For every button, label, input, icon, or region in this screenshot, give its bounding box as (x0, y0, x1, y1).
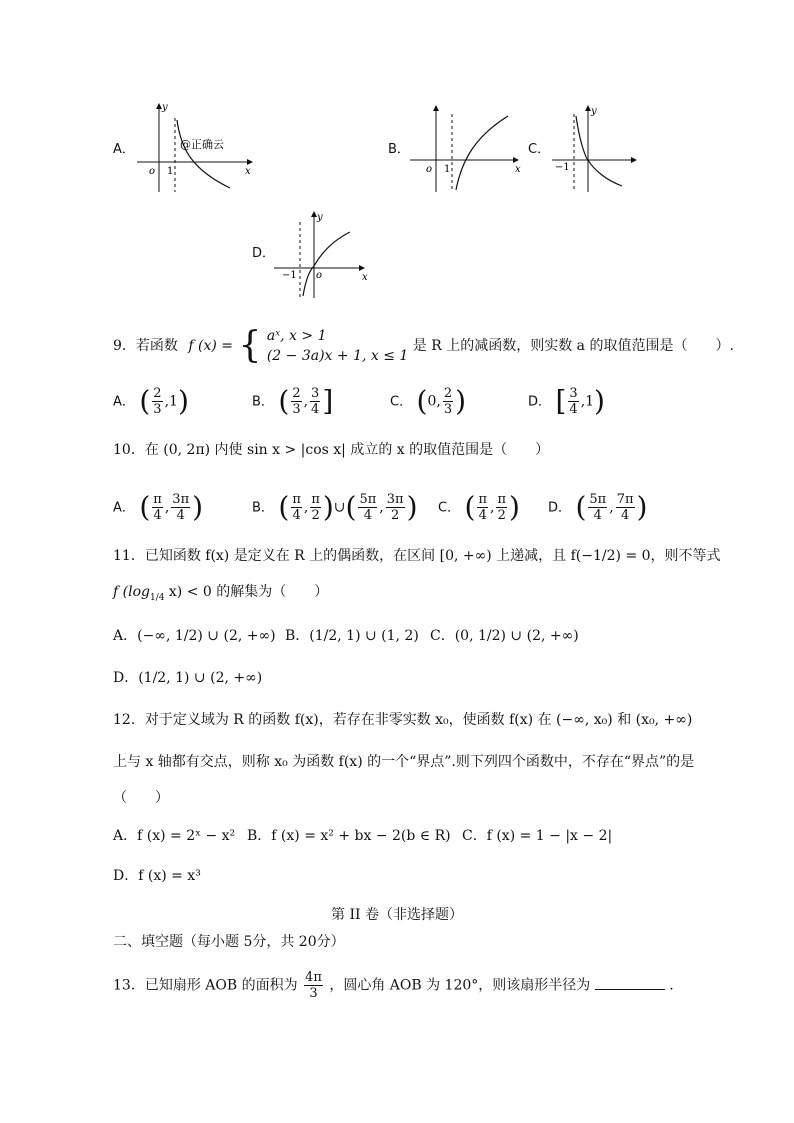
q10-option-c: C． ( $\frac{\pi}{4}$ , $\frac{\pi}{2}$ ) (438, 490, 520, 524)
origin-label: o (316, 270, 323, 281)
x-axis-label: x (362, 272, 368, 283)
q11-option-a: A．(−∞, 1/2) ∪ (2, +∞) (113, 628, 276, 644)
question-13: 13．已知扇形 AOB 的面积为 $\frac{4\pi}{3}$ ，圆心角 AOB 为 120°，则该扇形半径为 . (113, 970, 674, 1001)
answer-blank[interactable] (595, 975, 665, 990)
option-d-label: D． (252, 246, 276, 261)
tick-label: −1 (282, 270, 297, 281)
q9-option-a: A． ( $\frac{2}{3}$ ,1) (113, 384, 189, 418)
origin-label: o (426, 164, 433, 175)
origin-label: o (149, 166, 156, 177)
x-axis-label: x (245, 166, 251, 177)
y-axis-label: y (162, 102, 168, 113)
option-a-label: A． (113, 142, 135, 157)
option-c-label: C． (528, 142, 551, 157)
q10-option-d: D． ( $\frac{5\pi}{4}$ , $\frac{7\pi}{4}$ ) (548, 490, 648, 524)
q11-option-d: D．(1/2, 1) ∪ (2, +∞) (113, 670, 263, 686)
q12-option-c: C．f (x) = 1 − |x − 2| (462, 828, 613, 844)
question-12-line-2: 上与 x 轴都有交点，则称 x₀ 为函数 f(x) 的一个“界点”.则下列四个函数中，不存在“界点”的是 (113, 754, 695, 770)
part-title: 二、填空题（每小题 5分，共 20分） (113, 934, 345, 950)
q12-option-d: D．f (x) = x³ (113, 868, 201, 884)
question-9: 9．若函数 f (x) = { aˣ, x > 1 (2 − 3a)x + 1, x ≤ 1 是 R 上的减函数，则实数 a 的取值范围是（ ）. (113, 325, 734, 366)
question-12-line-3: （ ） (113, 790, 169, 806)
graph-b (408, 104, 526, 194)
q12-option-a: A．f (x) = 2ˣ − x² (113, 828, 236, 844)
graph-d (272, 210, 372, 300)
question-10: 10．在 (0, 2π) 内使 sin x > |cos x| 成立的 x 的取值范围是（ ） (113, 442, 550, 458)
q10-option-b: B． ( $\frac{\pi}{4}$ , $\frac{\pi}{2}$ )∪( $\frac{5\pi}{4}$ , $\frac{3\pi}{2}$ ) (252, 490, 418, 524)
graph-c (550, 104, 642, 194)
q10-option-a: A． ( $\frac{\pi}{4}$ , $\frac{3\pi}{4}$ ) (113, 490, 204, 524)
graph-a (135, 100, 260, 195)
option-b-label: B． (388, 142, 410, 157)
log-base: 1/4 (149, 592, 165, 603)
q9-case-1: aˣ, x > 1 (266, 328, 327, 344)
q9-stem-pre: 9．若函数 (113, 338, 178, 354)
volume-title: 第 II 卷（非选择题） (331, 907, 463, 923)
y-axis-label: y (591, 106, 597, 117)
q9-option-c: C． (0, $\frac{2}{3}$ ) (390, 384, 467, 418)
q9-case-2: (2 − 3a)x + 1, x ≤ 1 (266, 348, 409, 364)
question-11-line-1: 11．已知函数 f(x) 是定义在 R 上的偶函数，在区间 [0, +∞) 上递减，且 f(−1/2) = 0，则不等式 (113, 548, 721, 564)
question-11-line-2: f ($\log_{1/4}$ x) < 0 的解集为（ ） (113, 584, 329, 603)
tick-label: 1 (444, 164, 451, 175)
tick-label: −1 (555, 162, 570, 173)
tick-label: 1 (167, 166, 174, 177)
question-12-line-1: 12．对于定义域为 R 的函数 f(x)，若存在非零实数 x₀，使函数 f(x) 在 (−∞, x₀) 和 (x₀, +∞) (113, 712, 693, 728)
q9-option-b: B． ( $\frac{2}{3}$ , $\frac{3}{4}$ ] (252, 384, 334, 418)
q9-stem-post: 是 R 上的减函数，则实数 a 的取值范围是（ ）. (412, 338, 734, 354)
x-axis-label: x (515, 164, 521, 175)
q12-option-b: B．f (x) = x² + bx − 2(b ∈ R) (247, 828, 451, 844)
q9-function: f (x) = (188, 338, 234, 354)
q11-option-c: C．(0, 1/2) ∪ (2, +∞) (430, 628, 579, 644)
watermark-text: @正确云 (180, 138, 224, 151)
y-axis-label: y (317, 212, 323, 223)
q9-option-d: D． [ $\frac{3}{4}$ ,1) (528, 384, 605, 418)
q11-option-b: B．(1/2, 1) ∪ (1, 2) (285, 628, 419, 644)
